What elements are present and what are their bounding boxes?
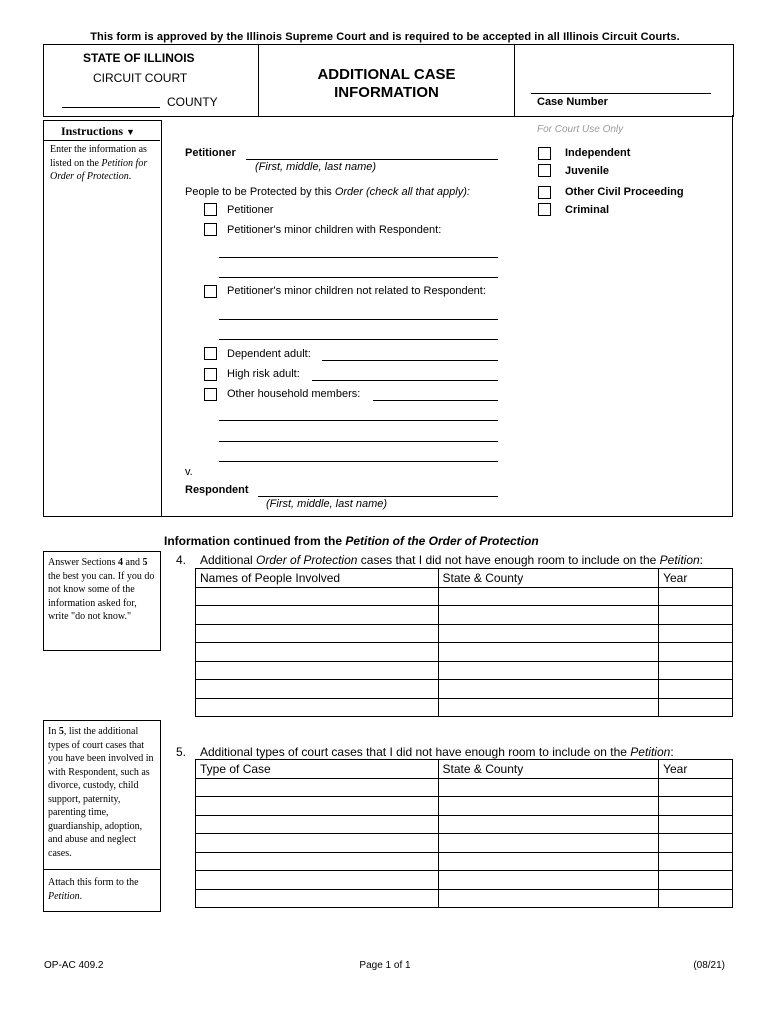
continued-heading bbox=[164, 534, 539, 548]
section-4-table bbox=[195, 568, 733, 717]
cell-input[interactable] bbox=[196, 852, 439, 871]
title-line-1: ADDITIONAL CASE bbox=[317, 66, 456, 83]
section-5-number: 5. bbox=[176, 745, 187, 759]
cell-input[interactable] bbox=[438, 889, 659, 908]
respondent-label: Respondent bbox=[185, 484, 249, 496]
s4-text-italic2: Petition bbox=[659, 553, 700, 567]
section-4-text bbox=[200, 553, 703, 567]
minor-children-not-related-field-1[interactable] bbox=[219, 319, 498, 320]
cell-input[interactable] bbox=[196, 606, 439, 625]
note1-b1: 4 bbox=[118, 557, 123, 568]
checkbox-other-household-members[interactable] bbox=[204, 388, 217, 401]
cell-input[interactable] bbox=[196, 778, 439, 797]
checkbox-minor-children-with-respondent[interactable] bbox=[204, 223, 217, 236]
column-header-state-county: State & County bbox=[438, 569, 659, 588]
cell-input[interactable] bbox=[196, 797, 439, 816]
side-note-attach bbox=[48, 876, 154, 903]
cell-input[interactable] bbox=[196, 871, 439, 890]
cell-input[interactable] bbox=[659, 643, 733, 662]
approval-banner: This form is approved by the Illinois Supreme Court and is required to be accepted in all Illinois Circuit Courts. bbox=[90, 31, 680, 43]
state-label: STATE OF ILLINOIS bbox=[83, 51, 195, 65]
option-minor-children-with-respondent: Petitioner's minor children with Respondent: bbox=[227, 224, 442, 236]
continued-heading-a: Information continued from the bbox=[164, 534, 346, 548]
note2-b: 5 bbox=[58, 726, 64, 737]
table-row bbox=[196, 643, 733, 662]
checkbox-independent[interactable] bbox=[538, 147, 551, 160]
option-other-household-members: Other household members: bbox=[227, 388, 361, 400]
section-5-table bbox=[195, 759, 733, 908]
footer-form-id: OP-AC 409.2 bbox=[44, 960, 104, 971]
note2-c: , list the additional types of court cases that you have been involved in with Respondent, such as divorce, custody, child support, paternity, parenting time, guardianship, adoption, and abuse and neglect cases. bbox=[48, 726, 154, 859]
table-row bbox=[196, 661, 733, 680]
s4-text-end: : bbox=[699, 553, 704, 567]
table-row bbox=[196, 797, 733, 816]
respondent-hint: (First, middle, last name) bbox=[266, 498, 388, 510]
instructions-title[interactable] bbox=[61, 124, 135, 139]
cell-input[interactable] bbox=[196, 889, 439, 908]
cell-input[interactable] bbox=[659, 698, 733, 717]
protected-label-b: (check all that apply): bbox=[362, 186, 470, 198]
household-members-field-3[interactable] bbox=[219, 461, 498, 462]
court-use-title: For Court Use Only bbox=[537, 124, 624, 135]
minor-children-not-related-field-2[interactable] bbox=[219, 339, 498, 340]
cell-input[interactable] bbox=[659, 797, 733, 816]
checkbox-other-civil[interactable] bbox=[538, 186, 551, 199]
cell-input[interactable] bbox=[438, 680, 659, 699]
table-row bbox=[196, 587, 733, 606]
table-row bbox=[196, 852, 733, 871]
cell-input[interactable] bbox=[196, 643, 439, 662]
instructions-text-italic: Petition for Order of Protection bbox=[50, 157, 148, 182]
dependent-adult-field[interactable] bbox=[322, 360, 498, 361]
protected-label-a: People to be Protected by this bbox=[185, 186, 335, 198]
note1-a: Answer Sections bbox=[48, 557, 118, 568]
s5-text-italic: Petition bbox=[630, 745, 671, 759]
note1-c: and bbox=[123, 557, 143, 568]
court-use-independent: Independent bbox=[565, 147, 631, 159]
cell-input[interactable] bbox=[196, 587, 439, 606]
form-title bbox=[259, 66, 514, 102]
option-high-risk-adult: High risk adult: bbox=[227, 368, 300, 380]
household-members-field-1[interactable] bbox=[219, 420, 498, 421]
instructions-text bbox=[50, 143, 154, 184]
side-note-divider bbox=[43, 869, 160, 870]
court-use-other-civil: Other Civil Proceeding bbox=[565, 186, 684, 198]
cell-input[interactable] bbox=[438, 815, 659, 834]
petitioner-name-field[interactable] bbox=[246, 159, 498, 160]
cell-input[interactable] bbox=[659, 889, 733, 908]
main-right-border bbox=[732, 115, 733, 517]
s4-text-b: cases that I did not have enough room to include on the bbox=[357, 553, 660, 567]
section-5-text bbox=[200, 745, 674, 759]
footer-page: Page 1 of 1 bbox=[359, 960, 411, 971]
cell-input[interactable] bbox=[659, 778, 733, 797]
minor-children-with-field-2[interactable] bbox=[219, 277, 498, 278]
note2-a: In bbox=[48, 726, 59, 737]
note3-a: Attach this form to the bbox=[48, 877, 139, 888]
cell-input[interactable] bbox=[438, 698, 659, 717]
table-row bbox=[196, 889, 733, 908]
note1-d: the best you can. If you do not know some of the information asked for, write "do not know." bbox=[48, 570, 155, 622]
cell-input[interactable] bbox=[659, 815, 733, 834]
versus-label: v. bbox=[185, 466, 193, 478]
side-note-answer-sections bbox=[43, 551, 161, 651]
cell-input[interactable] bbox=[659, 834, 733, 853]
checkbox-juvenile[interactable] bbox=[538, 164, 551, 177]
cell-input[interactable] bbox=[659, 587, 733, 606]
county-name-field[interactable] bbox=[62, 107, 160, 108]
cell-input[interactable] bbox=[196, 661, 439, 680]
continued-heading-italic: Petition of the Order of Protection bbox=[345, 534, 539, 548]
checkbox-high-risk-adult[interactable] bbox=[204, 368, 217, 381]
column-header-type-of-case: Type of Case bbox=[196, 760, 439, 779]
checkbox-dependent-adult[interactable] bbox=[204, 347, 217, 360]
footer-date: (08/21) bbox=[693, 960, 725, 971]
cell-input[interactable] bbox=[438, 587, 659, 606]
cell-input[interactable] bbox=[438, 624, 659, 643]
cell-input[interactable] bbox=[659, 606, 733, 625]
household-members-field-0[interactable] bbox=[373, 400, 498, 401]
cell-input[interactable] bbox=[438, 871, 659, 890]
column-header-names: Names of People Involved bbox=[196, 569, 439, 588]
note1-b2: 5 bbox=[142, 557, 148, 568]
column-header-state-county: State & County bbox=[438, 760, 659, 779]
county-label: COUNTY bbox=[167, 95, 218, 109]
court-use-juvenile: Juvenile bbox=[565, 165, 610, 177]
s4-text-a: Additional bbox=[200, 553, 257, 567]
table-row bbox=[196, 778, 733, 797]
table-header-row bbox=[196, 760, 733, 779]
table-row bbox=[196, 834, 733, 853]
table-row bbox=[196, 624, 733, 643]
instructions-divider bbox=[43, 140, 160, 141]
respondent-name-field[interactable] bbox=[258, 496, 498, 497]
note3-end: . bbox=[79, 890, 83, 902]
instructions-title-text: Instructions bbox=[61, 124, 124, 138]
title-line-2: INFORMATION bbox=[334, 84, 439, 101]
cell-input[interactable] bbox=[196, 624, 439, 643]
option-dependent-adult: Dependent adult: bbox=[227, 348, 311, 360]
instructions-text-end: . bbox=[128, 171, 132, 182]
table-row bbox=[196, 606, 733, 625]
cell-input[interactable] bbox=[438, 643, 659, 662]
case-number-field[interactable] bbox=[531, 93, 711, 94]
s4-text-italic: Order of Protection bbox=[256, 553, 358, 567]
option-petitioner: Petitioner bbox=[227, 204, 274, 216]
s5-text-end: : bbox=[670, 745, 674, 759]
table-row bbox=[196, 698, 733, 717]
cell-input[interactable] bbox=[659, 680, 733, 699]
cell-input[interactable] bbox=[196, 815, 439, 834]
protected-label-italic: Order bbox=[334, 186, 363, 198]
table-header-row bbox=[196, 569, 733, 588]
court-label: CIRCUIT COURT bbox=[93, 71, 188, 85]
cell-input[interactable] bbox=[659, 624, 733, 643]
cell-input[interactable] bbox=[438, 797, 659, 816]
cell-input[interactable] bbox=[438, 778, 659, 797]
checkbox-petitioner[interactable] bbox=[204, 203, 217, 216]
petitioner-hint: (First, middle, last name) bbox=[255, 161, 377, 173]
column-header-year: Year bbox=[659, 569, 733, 588]
checkbox-criminal[interactable] bbox=[538, 203, 551, 216]
table-row bbox=[196, 815, 733, 834]
cell-input[interactable] bbox=[438, 834, 659, 853]
triangle-down-icon: ▼ bbox=[126, 127, 135, 137]
petitioner-label: Petitioner bbox=[185, 147, 236, 159]
cell-input[interactable] bbox=[659, 852, 733, 871]
cell-input[interactable] bbox=[659, 661, 733, 680]
cell-input[interactable] bbox=[438, 606, 659, 625]
cell-input[interactable] bbox=[196, 834, 439, 853]
household-members-field-2[interactable] bbox=[219, 441, 498, 442]
protected-label bbox=[185, 186, 470, 198]
table-row bbox=[196, 871, 733, 890]
cell-input[interactable] bbox=[438, 661, 659, 680]
header-divider-2 bbox=[514, 44, 515, 116]
cell-input[interactable] bbox=[659, 871, 733, 890]
option-minor-children-not-related: Petitioner's minor children not related to Respondent: bbox=[227, 285, 486, 297]
instructions-text-a: Enter the information as listed on the bbox=[50, 144, 147, 169]
cell-input[interactable] bbox=[438, 852, 659, 871]
minor-children-with-field-1[interactable] bbox=[219, 257, 498, 258]
case-number-label: Case Number bbox=[537, 96, 608, 108]
cell-input[interactable] bbox=[196, 680, 439, 699]
court-use-criminal: Criminal bbox=[565, 204, 610, 216]
s5-text-a: Additional types of court cases that I did not have enough room to include on the bbox=[200, 745, 631, 759]
column-header-year: Year bbox=[659, 760, 733, 779]
cell-input[interactable] bbox=[196, 698, 439, 717]
high-risk-adult-field[interactable] bbox=[312, 380, 498, 381]
checkbox-minor-children-not-related[interactable] bbox=[204, 285, 217, 298]
note3-italic: Petition bbox=[48, 890, 80, 902]
section-4-number: 4. bbox=[176, 553, 187, 567]
table-row bbox=[196, 680, 733, 699]
